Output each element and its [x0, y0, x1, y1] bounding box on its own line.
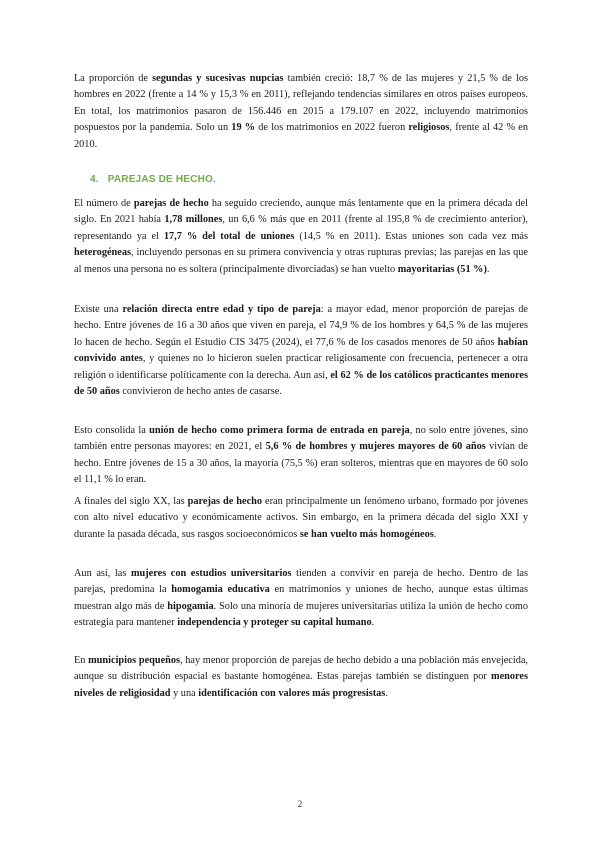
bold-text-segment: segundas y sucesivas nupcias [152, 73, 284, 84]
bold-text-segment: parejas de hecho [133, 198, 209, 209]
text-segment: Aun así, las [74, 568, 131, 579]
text-segment: . [486, 263, 490, 275]
text-segment: A finales del siglo XX, las [74, 496, 188, 507]
bold-text-segment: parejas de hecho [187, 496, 263, 507]
bold-text-segment: mujeres con estudios universitarios [130, 568, 292, 579]
text-segment: , frente al 42 % en 2010. [74, 122, 528, 150]
text-segment: vivían de hecho. Entre jóvenes de 15 a 30 años, la mayoría (75,5 %) eran solteros, mientras que en mayores de 60 solo el 11,1 % lo eran. [74, 441, 529, 486]
bold-text-segment: identificación con valores más progresistas [198, 687, 386, 699]
text-segment: . [371, 617, 375, 629]
paragraph-remarriage [74, 71, 528, 153]
section-title: PAREJAS DE HECHO. [107, 174, 216, 185]
text-segment: , incluyendo personas en su primera convivencia y otras rupturas previas; las parejas en las que al menos una persona no es soltera (principalmente divorciadas) se han vuelto [74, 247, 528, 275]
bold-text-segment: se han vuelto más homogéneos [299, 528, 434, 540]
paragraph-education [74, 566, 528, 632]
section-number: 4. [90, 174, 99, 185]
bold-text-segment: 17,7 % del total de uniones [163, 230, 295, 242]
text-segment: El número de [74, 198, 134, 209]
text-segment: tienden a convivir en pareja de hecho. Dentro de las parejas, predomina la [74, 568, 529, 596]
text-segment: de los matrimonios en 2022 fueron [255, 122, 409, 134]
text-segment: : a mayor edad, menor proporción de parejas de hecho. Entre jóvenes de 16 a 30 años que viven en pareja, el 74,9 % de los hombres y 64,5 % de las mujeres lo hacen de hecho. Según el Estudio CIS 3475 (2024), el 77,6 % de los casados menores de 50 años [74, 304, 528, 348]
bold-text-segment: el 62 % de los católicos practicantes menores de 50 años [74, 369, 529, 398]
bold-text-segment: 1,78 millones [164, 214, 223, 226]
text-segment: convivieron de hecho antes de casarse. [119, 386, 282, 398]
bold-text-segment: independencia y proteger su capital humano [177, 617, 372, 629]
text-segment: , no solo entre jóvenes, sino también entre personas mayores: en 2021, el [74, 425, 528, 453]
bold-text-segment: religiosos [408, 122, 450, 134]
bold-text-segment: heterogéneas [74, 247, 131, 259]
text-segment: . [433, 528, 437, 540]
text-segment: ha seguido creciendo, aunque más lentamente que en la primera década del siglo. En 2021 había [74, 198, 528, 226]
text-segment: . [385, 687, 388, 699]
paragraph-age-relation [74, 302, 528, 400]
bold-text-segment: unión de hecho como primera forma de entrada en pareja [149, 425, 410, 436]
text-segment: (14,5 % en 2011). Estas uniones son cada vez más [294, 230, 528, 242]
text-segment: también creció: 18,7 % de las mujeres y 21,5 % de los hombres en 2022 (frente a 14 % y 15,3 % en 2011), reflejando tendencias similares en otros países europeos. En total, los matrimonios pasaron de 156.446 en 2015 a 179.107 en 2022, incluyendo matrimonios pospuestos por la pandemia. Solo un [74, 73, 528, 134]
text-segment: y una [170, 687, 199, 699]
text-segment: , y quienes no lo hicieron suelen practicar religiosamente con frecuencia, pertenecer a otra religión o identificarse políticamente con la derecha. Aun así, [74, 353, 528, 381]
text-segment: eran principalmente un fenómeno urbano, formado por jóvenes con alto nivel educativo y económicamente activos. Sin embargo, en la primera década del siglo XXI y durante la pasada década, sus rasgos socioeconómicos [74, 496, 528, 540]
bold-text-segment: habían convivido antes [74, 336, 528, 365]
paragraph-first-union [74, 423, 528, 489]
bold-text-segment: homogamia educativa [171, 584, 270, 596]
bold-text-segment: relación directa entre edad y tipo de pareja [122, 304, 321, 315]
paragraph-municipalities [74, 653, 528, 702]
text-segment: , hay menor proporción de parejas de hecho debido a una población más envejecida, aunque su distribución espacial es bastante homogénea. Estas parejas también se distinguen por [74, 655, 529, 683]
bold-text-segment: hipogamia [167, 600, 214, 612]
bold-text-segment: municipios pequeños [88, 655, 181, 666]
text-segment: La proporción de [74, 73, 153, 84]
text-segment: En [74, 655, 89, 666]
bold-text-segment: menores niveles de religiosidad [74, 671, 528, 699]
section-heading [90, 174, 216, 185]
paragraph-socioeconomic [74, 494, 528, 543]
text-segment: Esto consolida la [74, 425, 150, 436]
bold-text-segment: mayoritarias (51 %) [397, 263, 487, 275]
bold-text-segment: 5,6 % de hombres y mujeres mayores de 60 años [265, 441, 486, 453]
text-segment: , un 6,6 % más que en 2011 (frente al 195,8 % de crecimiento anterior), representando ya el [74, 214, 528, 242]
bold-text-segment: 19 % [231, 122, 256, 134]
text-segment: en matrimonios y uniones de hecho, aunque estas últimas muestran algo más de [74, 584, 528, 612]
text-segment: Existe una [74, 304, 123, 315]
text-segment: . Solo una minoría de mujeres universitarias utiliza la unión de hecho como estrategia para mantener [74, 600, 529, 629]
paragraph-cohabitation-growth [74, 196, 528, 278]
page-number: 2 [297, 799, 303, 809]
